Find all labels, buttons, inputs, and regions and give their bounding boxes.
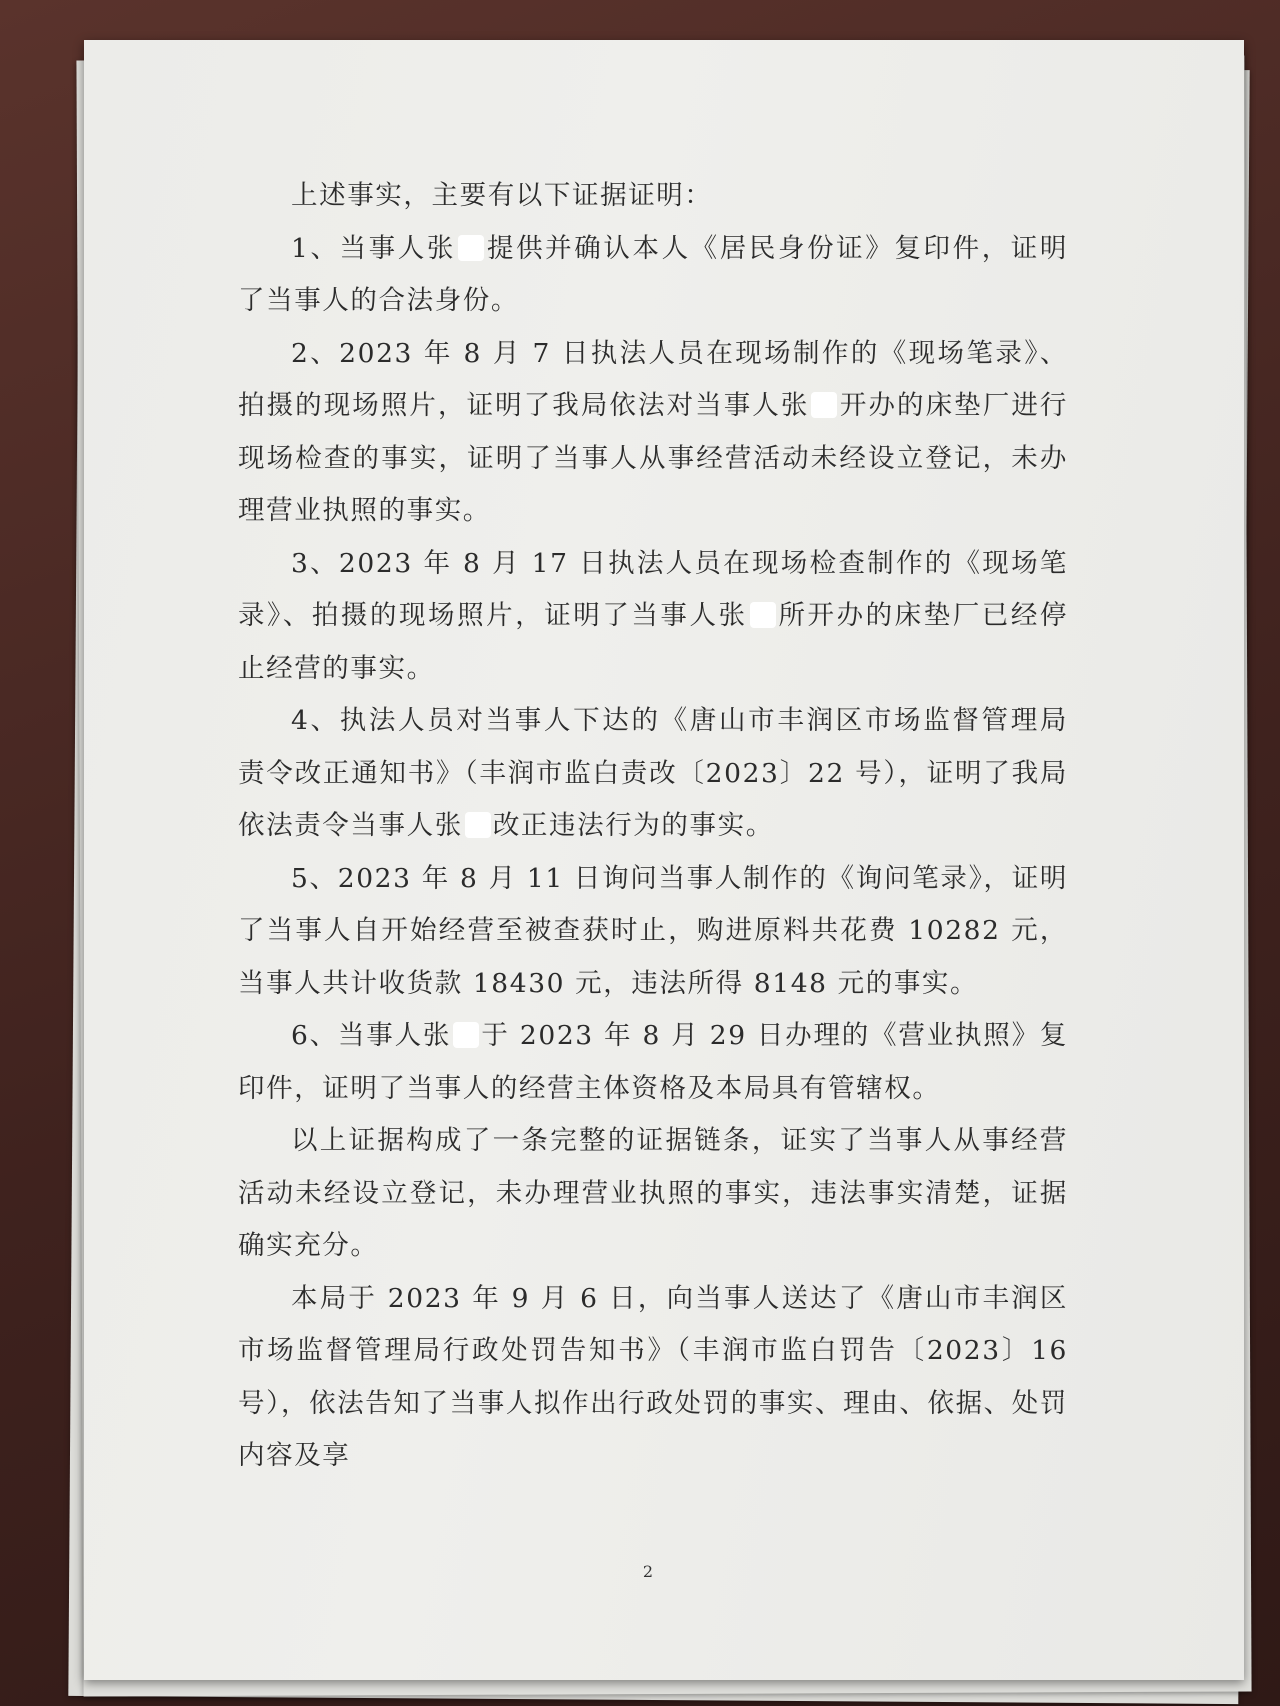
text-segment: 2、2023 年 8 月 7 日执法人员在现场制作的《现场笔录》、拍摄的现场照片，证明了我局依法对当事人张 bbox=[238, 337, 1068, 421]
text-segment: 5、2023 年 8 月 11 日询问当事人制作的《询问笔录》，证明了当事人自开始经营至被查获时止，购进原料共花费 10282 元，当事人共计收货款 18430 元，违法所得 8148 元的事实。 bbox=[238, 862, 1068, 999]
paragraph-conclusion bbox=[238, 1115, 1068, 1273]
paragraph-evidence-6 bbox=[238, 1010, 1068, 1115]
text-segment: 6、当事人张 bbox=[291, 1020, 452, 1051]
paragraph-evidence-3 bbox=[238, 538, 1068, 696]
paragraph-notice bbox=[238, 1273, 1068, 1483]
redaction-mark bbox=[750, 602, 776, 628]
text-segment: 所开办的床垫厂已经停止经营的事实。 bbox=[238, 600, 1068, 684]
text-segment: 开办的床垫厂进行现场检查的事实，证明了当事人从事经营活动未经设立登记，未办理营业执照的事实。 bbox=[238, 390, 1068, 526]
text-segment: 4、执法人员对当事人下达的《唐山市丰润区市场监督管理局责令改正通知书》（丰润市监白责改〔2023〕22 号），证明了我局依法责令当事人张 bbox=[238, 705, 1068, 841]
text-segment: 本局于 2023 年 9 月 6 日，向当事人送达了《唐山市丰润区市场监督管理局行政处罚告知书》（丰润市监白罚告〔2023〕16 号），依法告知了当事人拟作出行政处罚的事实、理由、依据、处罚内容及享 bbox=[238, 1282, 1068, 1471]
text-segment: 以上证据构成了一条完整的证据链条，证实了当事人从事经营活动未经设立登记，未办理营业执照的事实，违法事实清楚，证据确实充分。 bbox=[238, 1125, 1068, 1261]
redaction-mark bbox=[458, 235, 484, 261]
paragraph-evidence-1 bbox=[238, 223, 1068, 328]
text-segment: 于 2023 年 8 月 29 日办理的《营业执照》复印件，证明了当事人的经营主体资格及本局具有管辖权。 bbox=[238, 1020, 1068, 1104]
redaction-mark bbox=[465, 812, 491, 838]
document-body bbox=[238, 170, 1068, 1483]
text-segment: 上述事实，主要有以下证据证明： bbox=[291, 180, 713, 211]
page-number: 2 bbox=[642, 1562, 654, 1581]
redaction-mark bbox=[453, 1022, 479, 1048]
paragraph-evidence-2 bbox=[238, 328, 1068, 538]
text-segment: 改正违法行为的事实。 bbox=[492, 810, 774, 841]
paragraph-intro bbox=[238, 170, 1068, 223]
text-segment: 提供并确认本人《居民身份证》复印件，证明了当事人的合法身份。 bbox=[238, 232, 1068, 316]
text-segment: 3、2023 年 8 月 17 日执法人员在现场检查制作的《现场笔录》、拍摄的现场照片，证明了当事人张 bbox=[238, 547, 1068, 631]
paragraph-evidence-4 bbox=[238, 695, 1068, 853]
redaction-mark bbox=[811, 392, 837, 418]
paragraph-evidence-5 bbox=[238, 853, 1068, 1011]
text-segment: 1、当事人张 bbox=[291, 232, 456, 264]
